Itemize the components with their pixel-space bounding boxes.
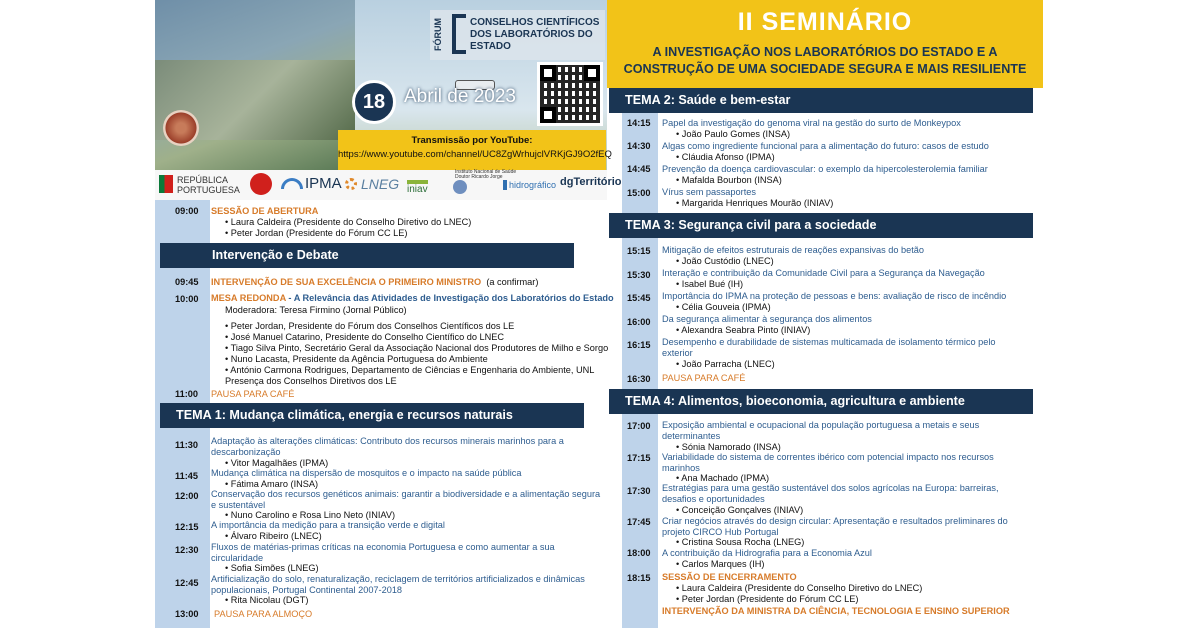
tema1-header: TEMA 1: Mudança climática, energia e recursos naturais: [160, 403, 584, 428]
time-1215: 12:15: [175, 522, 199, 532]
talk-title: Artificialização do solo, renaturalização, reciclagem de territórios artificializados e dinâmicas populacionais, Portugal Continental 2007-2018: [211, 574, 585, 595]
time-1000: 10:00: [175, 294, 199, 304]
debate-section-header: Intervenção e Debate: [160, 243, 574, 268]
time-1100: 11:00: [175, 389, 198, 399]
time-1230: 12:30: [175, 545, 199, 555]
virus-icon: [163, 110, 199, 146]
talk-speaker: • João Parracha (LNEC): [676, 359, 775, 369]
talk-speaker: • Álvaro Ribeiro (LNEC): [225, 531, 322, 541]
forum-title-line1: CONSELHOS CIENTÍFICOS: [470, 17, 600, 28]
talk-title: Interação e contribuição da Comunidade Civil para a Segurança da Navegação: [662, 268, 985, 278]
time-1600: 16:00: [627, 317, 651, 327]
tema4-header: TEMA 4: Alimentos, bioeconomia, agricultura e ambiente: [609, 389, 1033, 414]
time-1500: 15:00: [627, 188, 651, 198]
list-item: • José Manuel Catarino, Presidente do Conselho Científico do LNEC: [225, 332, 505, 342]
iniav-logo: iniav: [407, 180, 428, 195]
list-item: • Peter Jordan (Presidente do Fórum CC LE): [676, 594, 859, 604]
list-item: • Nuno Lacasta, Presidente da Agência Portuguesa do Ambiente: [225, 354, 488, 364]
dgterritorio-logo: dgTerritório: [560, 176, 622, 188]
talk-speaker: • Sónia Namorado (INSA): [676, 442, 781, 452]
tema3-header: TEMA 3: Segurança civil para a sociedade: [609, 213, 1033, 238]
talk-title: Papel da investigação do genoma viral na gestão do surto de Monkeypox: [662, 118, 961, 128]
talk-speaker: • Célia Gouveia (IPMA): [676, 302, 771, 312]
time-0945: 09:45: [175, 277, 199, 287]
time-1515: 15:15: [627, 246, 651, 256]
pm-intervention: INTERVENÇÃO DE SUA EXCELÊNCIA O PRIMEIRO MINISTRO (a confirmar): [211, 277, 539, 287]
time-1530: 15:30: [627, 270, 651, 280]
lneg-logo: LNEG: [361, 176, 400, 192]
ipma-logo: IPMA: [305, 175, 342, 192]
youtube-label: Transmissão por YouTube:: [411, 135, 533, 146]
talk-title: Conservação dos recursos genéticos animais: garantir a biodiversidade e a alimentação segura e sustentável: [211, 489, 601, 510]
talk-title: Fluxos de matérias-primas críticas na economia Portuguesa e como aumentar a sua circularidade: [211, 542, 555, 563]
talk-speaker: • Sofia Simões (LNEG): [225, 563, 319, 573]
talk-speaker: • Conceição Gonçalves (INIAV): [676, 505, 804, 515]
list-item: • Laura Caldeira (Presidente do Conselho Diretivo do LNEC): [676, 583, 923, 593]
talk-title: Mudança climática na dispersão de mosquitos e o impacto na saúde pública: [211, 468, 522, 478]
minister-intervention: INTERVENÇÃO DA MINISTRA DA CIÊNCIA, TECNOLOGIA E ENSINO SUPERIOR: [662, 606, 1010, 616]
talk-speaker: • Nuno Carolino e Rosa Lino Neto (INIAV): [225, 510, 396, 520]
talk-speaker: • Vitor Magalhães (IPMA): [225, 458, 329, 468]
time-1715: 17:15: [627, 453, 651, 463]
talk-title: Adaptação às alterações climáticas: Contributo dos recursos minerais marinhos para a descarbonização: [211, 436, 564, 457]
partner-logos: [155, 169, 622, 200]
time-1815: 18:15: [627, 573, 651, 583]
seminar-title: II SEMINÁRIO: [737, 8, 913, 36]
talk-title: Estratégias para uma gestão sustentável dos solos agrícolas na Europa: barreiras, desafios e oportunidades: [662, 483, 999, 504]
forum-vertical-label: FÓRUM: [433, 18, 443, 52]
talk-title: Desempenho e durabilidade de sistemas multicamada de isolamento térmico pelo exterior: [662, 337, 996, 358]
forum-logo-icon: [452, 14, 466, 54]
seminar-subtitle: A INVESTIGAÇÃO NOS LABORATÓRIOS DO ESTADO E A CONSTRUÇÃO DE UMA SOCIEDADE SEGURA E MAIS RESILIENTE: [623, 45, 1027, 76]
time-0900: 09:00: [175, 206, 199, 216]
time-1445: 14:45: [627, 164, 651, 174]
talk-speaker: • Mafalda Bourbon (INSA): [676, 175, 782, 185]
insa-logo-icon: [453, 180, 467, 194]
lunch-break: PAUSA PARA ALMOÇO: [214, 609, 313, 619]
time-1800: 18:00: [627, 548, 651, 558]
time-1430: 14:30: [627, 141, 651, 151]
time-1300: 13:00: [175, 609, 199, 619]
qr-code-icon[interactable]: [537, 62, 603, 126]
list-item: • Peter Jordan (Presidente do Fórum CC LE): [225, 228, 408, 238]
time-1615: 16:15: [627, 340, 651, 350]
talk-speaker: • Isabel Bué (IH): [676, 279, 744, 289]
talk-speaker: • Carlos Marques (IH): [676, 559, 765, 569]
talk-speaker: • João Paulo Gomes (INSA): [676, 129, 791, 139]
talk-title: Algas como ingrediente funcional para a alimentação do futuro: casos de estudo: [662, 141, 989, 151]
talk-title: Variabilidade do sistema de correntes ibérico com potencial impacto nos recursos marinhos: [662, 452, 994, 473]
coffee-break: PAUSA PARA CAFÉ: [662, 373, 746, 383]
time-1545: 15:45: [627, 293, 651, 303]
time-1130: 11:30: [175, 440, 198, 450]
presence-note: Presença dos Conselhos Diretivos dos LE: [225, 376, 397, 386]
time-1730: 17:30: [627, 486, 651, 496]
event-month-year: Abril de 2023: [404, 86, 516, 107]
round-table-title: MESA REDONDA - A Relevância das Atividades de Investigação dos Laboratórios do Estado: [211, 293, 614, 303]
opening-session-title: SESSÃO DE ABERTURA: [211, 206, 319, 216]
talk-title: Importância do IPMA na proteção de pessoas e bens: avaliação de risco de incêndio: [662, 291, 1007, 301]
list-item: • Tiago Silva Pinto, Secretário Geral da Associação Nacional dos Produtores de Milho e Sorgo: [225, 343, 609, 353]
list-item: • Peter Jordan, Presidente do Fórum dos Conselhos Científicos dos LE: [225, 321, 515, 331]
lneg-flower-icon: [345, 178, 357, 190]
forum-title-line2: DOS LABORATÓRIOS DO ESTADO: [470, 29, 593, 52]
event-day: 18: [352, 80, 396, 124]
talk-speaker: • Cláudia Afonso (IPMA): [676, 152, 775, 162]
tema2-header: TEMA 2: Saúde e bem-estar: [609, 88, 1033, 113]
talk-speaker: • Cristina Sousa Rocha (LNEG): [676, 537, 805, 547]
talk-title: Exposição ambiental e ocupacional da população portuguesa a metais e seus determinantes: [662, 420, 980, 441]
time-1630: 16:30: [627, 374, 651, 384]
talk-speaker: • Margarida Henriques Mourão (INIAV): [676, 198, 834, 208]
forum-title: [470, 17, 610, 53]
youtube-link[interactable]: https://www.youtube.com/channel/UC8ZgWrhujclVRKjGJ9O2fEQ: [338, 149, 612, 160]
list-item: • António Carmona Rodrigues, Departamento de Ciências e Engenharia do Ambiente, UNL: [225, 365, 595, 375]
coffee-break: PAUSA PARA CAFÉ: [211, 389, 295, 399]
talk-title: Vírus sem passaportes: [662, 187, 756, 197]
closing-session-title: SESSÃO DE ENCERRAMENTO: [662, 572, 797, 582]
time-1245: 12:45: [175, 578, 199, 588]
talk-title: Criar negócios através do design circular: Apresentação e resultados preliminares do projeto CIRCO Hub Portugal: [662, 516, 1008, 537]
republica-logo: REPÚBLICA PORTUGUESA: [177, 175, 240, 195]
hidrografico-logo: hidrográfico: [503, 180, 556, 190]
talk-speaker: • João Custódio (LNEC): [676, 256, 774, 266]
lnec-logo-icon: [250, 173, 272, 195]
moderator: Moderadora: Teresa Firmino (Jornal Público): [225, 305, 407, 315]
list-item: • Laura Caldeira (Presidente do Conselho Diretivo do LNEC): [225, 217, 472, 227]
talk-speaker: • Rita Nicolau (DGT): [225, 595, 309, 605]
talk-title: Prevenção da doença cardiovascular: o exemplo da hipercolesterolemia familiar: [662, 164, 988, 174]
talk-speaker: • Alexandra Seabra Pinto (INIAV): [676, 325, 811, 335]
time-1745: 17:45: [627, 517, 651, 527]
time-1415: 14:15: [627, 118, 651, 128]
flag-icon: [159, 175, 173, 193]
time-1700: 17:00: [627, 421, 651, 431]
talk-title: Mitigação de efeitos estruturais de reações expansivas do betão: [662, 245, 925, 255]
time-1145: 11:45: [175, 471, 198, 481]
talk-speaker: • Fátima Amaro (INSA): [225, 479, 319, 489]
ipma-rainbow-icon: [281, 178, 303, 189]
time-1200: 12:00: [175, 491, 199, 501]
talk-speaker: • Ana Machado (IPMA): [676, 473, 770, 483]
talk-title: A importância da medição para a transição verde e digital: [211, 520, 445, 530]
talk-title: A contribuição da Hidrografia para a Economia Azul: [662, 548, 872, 558]
talk-title: Da segurança alimentar à segurança dos alimentos: [662, 314, 872, 324]
insa-logo: Instituto Nacional de Saúde Doutor Ricardo Jorge: [455, 169, 517, 180]
